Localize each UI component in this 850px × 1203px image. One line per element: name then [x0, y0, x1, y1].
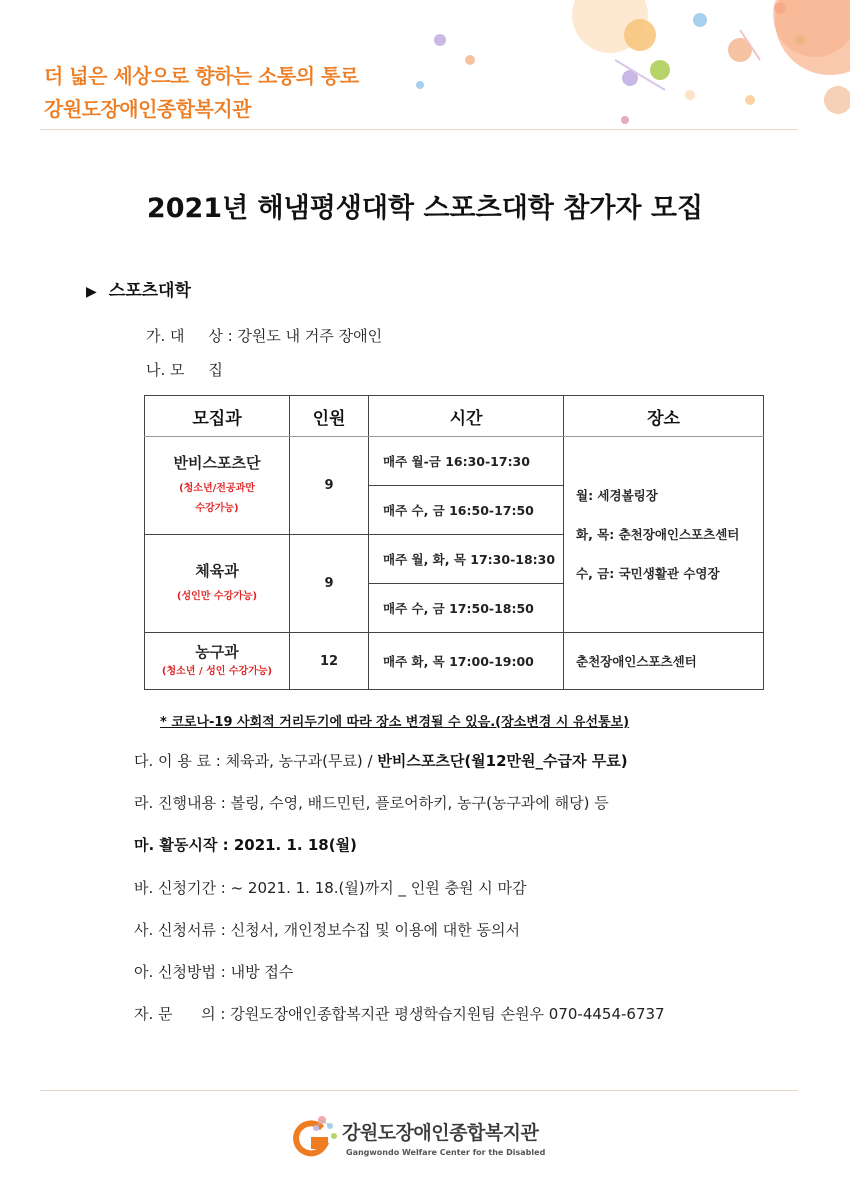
fee-bold: 반비스포츠단(월12만원_수급자 무료) — [377, 752, 628, 770]
program-note: (성인만 수강가능) — [176, 591, 258, 602]
program-cell — [145, 437, 290, 535]
fee-prefix: 다. 이 용 료 : 체육과, 농구과(무료) / — [134, 752, 378, 770]
triangle-icon: ▶ — [86, 284, 97, 300]
header-count: 인원 — [290, 396, 369, 437]
program-name: 체육과 — [195, 562, 239, 580]
time-cell: 매주 수, 금 17:50-18:50 — [369, 584, 564, 633]
detail-method: 아. 신청방법 : 내방 접수 — [134, 963, 294, 981]
place-cell-basketball: 춘천장애인스포츠센터 — [564, 633, 764, 690]
logo-text: 강원도장애인종합복지관 — [342, 1122, 539, 1144]
program-name: 농구과 — [195, 642, 239, 661]
program-name: 반비스포츠단 — [173, 454, 261, 472]
item-recruit: 나. 모 집 — [146, 361, 223, 379]
header-time: 시간 — [369, 396, 564, 437]
time-cell: 매주 월, 화, 목 17:30-18:30 — [369, 535, 564, 584]
count-cell: 9 — [290, 437, 369, 535]
detail-period: 바. 신청기간 : ~ 2021. 1. 18.(월)까지 _ 인원 충원 시 마감 — [134, 879, 527, 897]
footer-logo — [290, 1110, 570, 1170]
detail-fee — [134, 750, 628, 771]
detail-start: 마. 활동시작 : 2021. 1. 18(월) — [134, 836, 357, 854]
page-title: 2021년 해냄평생대학 스포츠대학 참가자 모집 — [146, 193, 704, 224]
covid-notice: * 코로나-19 사회적 거리두기에 따라 장소 변경될 수 있음.(장소변경 시 유선통보) — [160, 715, 630, 730]
recruit-table — [144, 395, 764, 690]
time-cell: 매주 수, 금 16:50-17:50 — [369, 486, 564, 535]
count-cell: 12 — [290, 633, 369, 690]
place-line: 화, 목: 춘천장애인스포츠센터 — [576, 527, 740, 542]
header-org-name: 강원도장애인종합복지관 — [44, 97, 252, 121]
header-slogan: 더 넓은 세상으로 향하는 소통의 통로 — [44, 64, 359, 88]
footer-divider — [40, 1090, 798, 1091]
program-note: (청소년/전공과만 — [179, 483, 255, 494]
section-label: 스포츠대학 — [108, 281, 191, 301]
logo-subtitle: Gangwondo Welfare Center for the Disabled — [346, 1148, 546, 1157]
detail-inquiry: 자. 문 의 : 강원도장애인종합복지관 평생학습지원팀 손원우 070-4454-6737 — [134, 1005, 665, 1023]
decorative-circles — [360, 0, 850, 130]
logo-mark-icon — [290, 1114, 340, 1162]
detail-documents: 사. 신청서류 : 신청서, 개인정보수집 및 이용에 대한 동의서 — [134, 921, 521, 939]
table-row — [145, 437, 764, 486]
detail-content: 라. 진행내용 : 볼링, 수영, 배드민턴, 플로어하키, 농구(농구과에 해당) 등 — [134, 794, 609, 812]
program-cell — [145, 633, 290, 690]
header-program: 모집과 — [145, 396, 290, 437]
header-place: 장소 — [564, 396, 764, 437]
table-header-row — [145, 396, 764, 437]
time-cell: 매주 월-금 16:30-17:30 — [369, 437, 564, 486]
program-note: (청소년 / 성인 수강가능) — [161, 665, 273, 677]
count-cell: 9 — [290, 535, 369, 633]
header-divider — [40, 129, 798, 130]
item-target: 가. 대 상 : 강원도 내 거주 장애인 — [146, 327, 383, 345]
program-note: 수강가능) — [195, 503, 239, 514]
place-cell-shared — [564, 437, 764, 633]
section-heading — [86, 276, 191, 301]
time-cell: 매주 화, 목 17:00-19:00 — [369, 633, 564, 690]
place-line: 월: 세경볼링장 — [576, 488, 658, 503]
table-row — [145, 633, 764, 690]
place-line: 수, 금: 국민생활관 수영장 — [576, 566, 720, 581]
program-cell — [145, 535, 290, 633]
